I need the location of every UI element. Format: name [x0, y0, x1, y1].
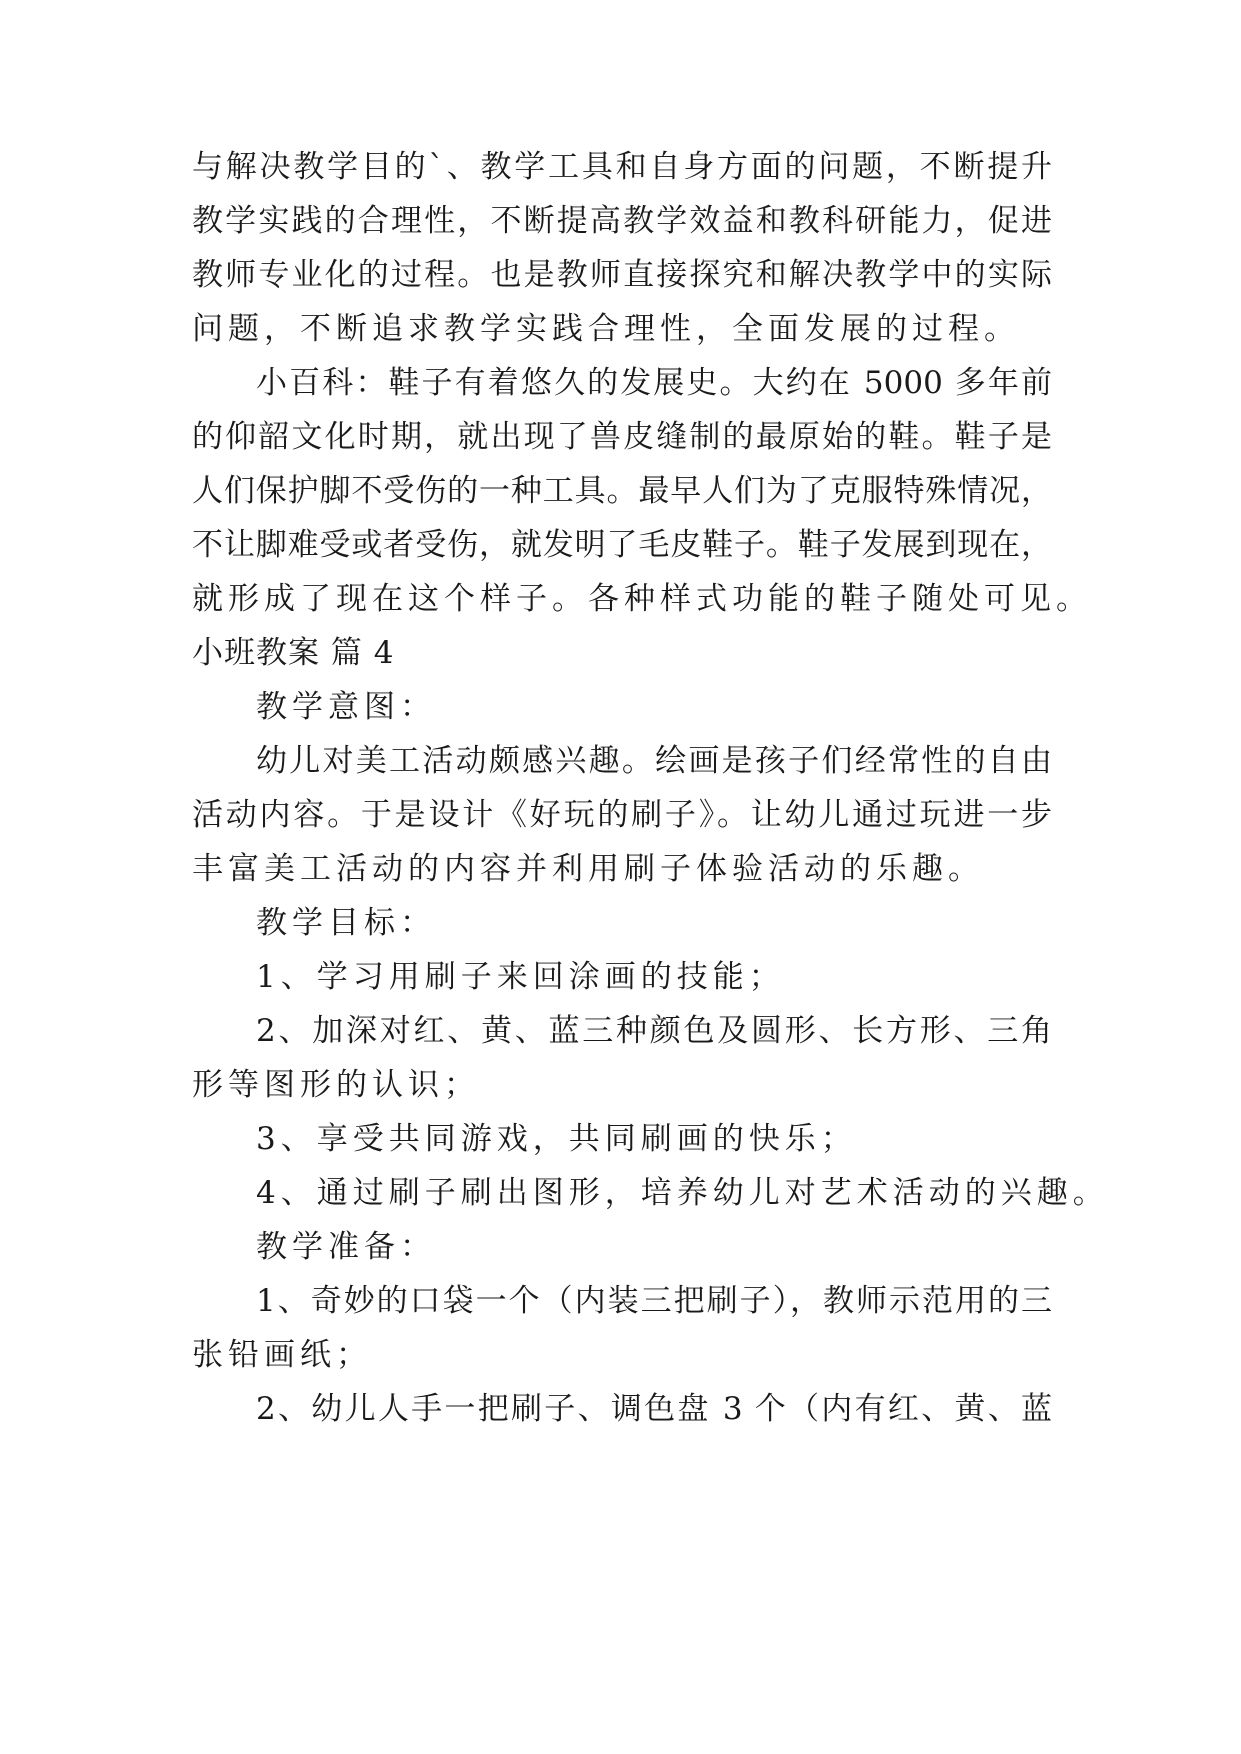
body-text-line: 活动内容。于是设计《好玩的刷子》。让幼儿通过玩进一步: [192, 797, 1052, 833]
subheading: 教学目标：: [256, 905, 436, 941]
body-text-line: 不让脚难受或者受伤，就发明了毛皮鞋子。鞋子发展到现在，: [192, 527, 1052, 563]
body-text-line: 人们保护脚不受伤的一种工具。最早人们为了克服特殊情况，: [192, 473, 1052, 509]
subheading: 教学准备：: [256, 1229, 436, 1265]
body-text-line: 问题，不断追求教学实践合理性，全面发展的过程。: [192, 311, 1020, 347]
body-text-line: 与解决教学目的`、教学工具和自身方面的问题，不断提升: [192, 149, 1052, 185]
body-text-line: 的仰韶文化时期，就出现了兽皮缝制的最原始的鞋。鞋子是: [192, 419, 1052, 455]
body-text-line: 就形成了现在这个样子。各种样式功能的鞋子随处可见。: [192, 581, 1092, 617]
body-text-line: 小百科：鞋子有着悠久的发展史。大约在 5000 多年前: [256, 365, 1052, 401]
body-text-line: 丰富美工活动的内容并利用刷子体验活动的乐趣。: [192, 851, 984, 887]
list-item: 2、幼儿人手一把刷子、调色盘 3 个（内有红、黄、蓝: [256, 1391, 1052, 1427]
list-item-continuation: 形等图形的认识；: [192, 1067, 480, 1103]
body-text-line: 教师专业化的过程。也是教师直接探究和解决教学中的实际: [192, 257, 1052, 293]
list-item: 3、享受共同游戏，共同刷画的快乐；: [256, 1121, 857, 1157]
list-item: 2、加深对红、黄、蓝三种颜色及圆形、长方形、三角: [256, 1013, 1052, 1049]
list-item: 4、通过刷子刷出图形，培养幼儿对艺术活动的兴趣。: [256, 1175, 1109, 1211]
list-item: 1、奇妙的口袋一个（内装三把刷子），教师示范用的三: [256, 1283, 1052, 1319]
subheading: 教学意图：: [256, 689, 436, 725]
list-item: 1、学习用刷子来回涂画的技能；: [256, 959, 785, 995]
body-text-line: 教学实践的合理性，不断提高教学效益和教科研能力，促进: [192, 203, 1052, 239]
list-item-continuation: 张铅画纸；: [192, 1337, 372, 1373]
body-text-line: 幼儿对美工活动颇感兴趣。绘画是孩子们经常性的自由: [256, 743, 1052, 779]
section-heading: 小班教案 篇 4: [192, 635, 395, 671]
